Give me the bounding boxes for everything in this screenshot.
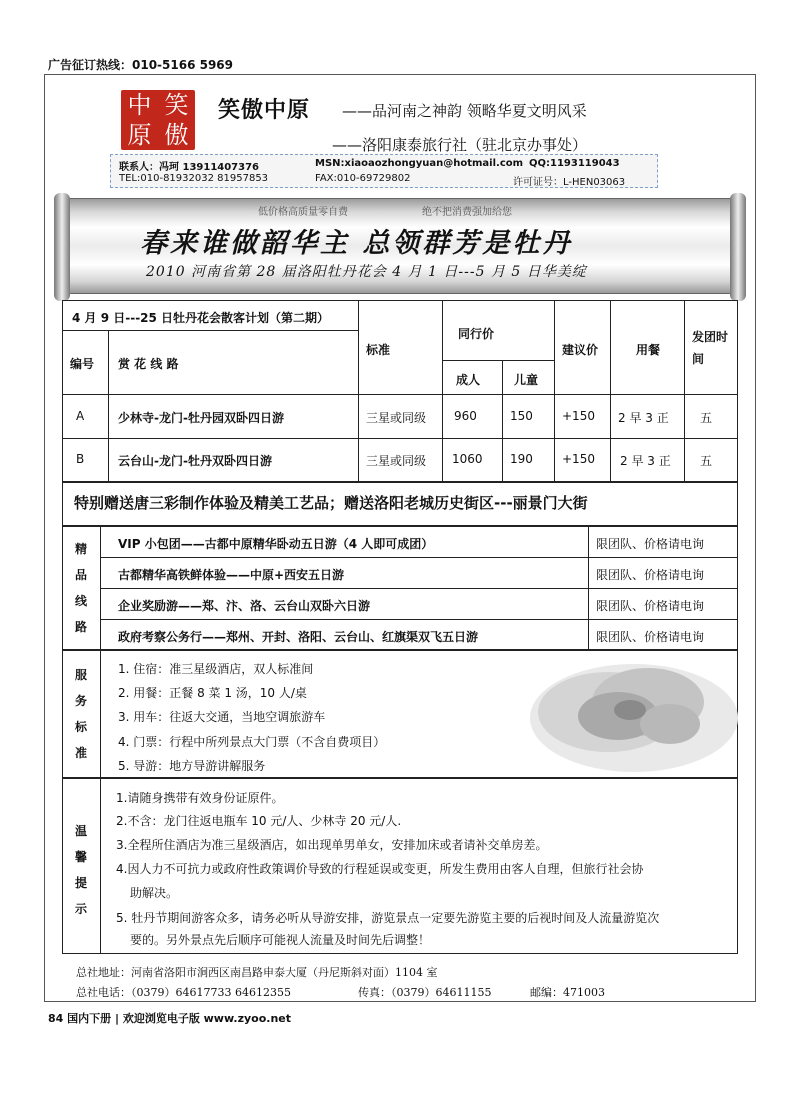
contact-fax: FAX:010-69729802 (315, 173, 411, 184)
hq-phone: 总社电话：（0379）64617733 64612355 (76, 986, 291, 999)
hq-address: 总社地址：河南省洛阳市涧西区南昌路申泰大厦（丹尼斯斜对面）1104 室 (76, 966, 438, 979)
scroll-banner (62, 198, 738, 294)
tip-5: 5. 牡丹节期间游客众多，请务必听从导游安排，游览景点一定要先游览主要的后视时间及人流量游览次 (116, 911, 660, 925)
premium-route-2: 古都精华高铁鲜体验——中原+西安五日游 (118, 568, 345, 582)
row-a-code: A (76, 409, 85, 423)
schedule-title: 4 月 9 日---25 日牡丹花会散客计划（第二期） (72, 311, 330, 325)
row-a-meals: 2 早 3 正 (618, 411, 669, 425)
row-a-child: 150 (510, 409, 533, 423)
header-adult: 成人 (456, 373, 481, 387)
tip-3: 3.全程所住酒店为准三星级酒店，如出现单男单女，安排加床或者请补交单房差。 (116, 838, 548, 852)
page-footer: 84 国内下册 | 欢迎浏览电子版 www.zyoo.net (48, 1012, 292, 1025)
brand-slogan: ——品河南之神韵 领略华夏文明风采 (342, 102, 587, 120)
service-item-4: 4. 门票：行程中所列景点大门票（不含自费项目） (118, 735, 386, 749)
service-item-3: 3. 用车：往返大交通，当地空调旅游车 (118, 710, 326, 724)
ad-hotline: 广告征订热线：010-5166 5969 (48, 58, 234, 72)
header-child: 儿童 (514, 373, 539, 387)
tip-5-cont: 要的。另外景点先后顺序可能视人流量及时间先后调整！ (130, 933, 431, 947)
banner-tag-left: 低价格高质量零自费 (258, 207, 348, 218)
row-b-standard: 三星或同级 (366, 454, 427, 468)
row-b-child: 190 (510, 452, 533, 466)
row-a-standard: 三星或同级 (366, 411, 427, 425)
row-b-meals: 2 早 3 正 (620, 454, 671, 468)
header-peer-price: 同行价 (458, 327, 495, 341)
contact-tel: TEL:010-81932032 81957853 (119, 173, 269, 184)
header-meals: 用餐 (636, 343, 661, 357)
premium-route-3: 企业奖励游——郑、汴、洛、云台山双卧六日游 (118, 599, 371, 613)
premium-route-1: VIP 小包团——古都中原精华卧动五日游（4 人即可成团） (118, 537, 434, 551)
row-b-depart: 五 (700, 454, 713, 468)
contact-person: 联系人：冯珂 13911407376 (119, 162, 260, 173)
contact-qq: QQ:1193119043 (529, 158, 620, 169)
special-offer: 特别赠送唐三彩制作体验及精美工艺品；赠送洛阳老城历史街区---丽景门大街 (74, 494, 588, 512)
scroll-roll-left (54, 193, 70, 301)
peony-flower-image (498, 652, 738, 776)
hq-fax: 传真：（0379）64611155 (358, 986, 492, 999)
banner-tag-right: 绝不把消费强加给您 (422, 207, 512, 218)
premium-route-4: 政府考察公务行——郑州、开封、洛阳、云台山、红旗渠双飞五日游 (118, 630, 479, 644)
contact-box (110, 154, 658, 188)
premium-note-3: 限团队、价格请电询 (596, 599, 705, 613)
banner-subline: 2010 河南省第 28 届洛阳牡丹花会 4 月 1 日---5 月 5 日华美绽 (146, 264, 587, 280)
logo-char: 中 (127, 91, 152, 119)
contact-license: 许可证号：L-HEN03063 (513, 177, 626, 188)
service-item-1: 1. 住宿：准三星级酒店，双人标准间 (118, 662, 314, 676)
banner-headline: 春来谁做韶华主 总领群芳是牡丹 (140, 228, 573, 259)
tip-4-cont: 助解决。 (130, 886, 179, 900)
tips-label: 温馨提示 (74, 824, 87, 916)
service-item-2: 2. 用餐：正餐 8 菜 1 汤，10 人/桌 (118, 686, 307, 700)
row-a-adult: 960 (454, 409, 477, 423)
premium-label: 精品线路 (74, 542, 87, 634)
service-label: 服务标准 (74, 668, 87, 760)
header-suggested: 建议价 (562, 343, 599, 357)
row-a-depart: 五 (700, 411, 713, 425)
service-item-5: 5. 导游：地方导游讲解服务 (118, 759, 266, 773)
contact-msn: MSN:xiaoaozhongyuan@hotmail.com (315, 158, 524, 169)
row-b-adult: 1060 (452, 452, 483, 466)
agency-name: ——洛阳康泰旅行社（驻北京办事处） (332, 136, 588, 154)
tip-4: 4.因人力不可抗力或政府性政策调价导致的行程延误或变更，所发生费用由客人自理，但旅行社会协 (116, 862, 644, 876)
premium-note-4: 限团队、价格请电询 (596, 630, 705, 644)
premium-note-2: 限团队、价格请电询 (596, 568, 705, 582)
logo-char: 笑 (164, 91, 189, 119)
row-a-route: 少林寺-龙门-牡丹园双卧四日游 (118, 411, 284, 425)
agency-logo (121, 90, 195, 150)
header-standard: 标准 (366, 343, 391, 357)
row-b-route: 云台山-龙门-牡丹双卧四日游 (118, 454, 272, 468)
premium-note-1: 限团队、价格请电询 (596, 537, 705, 551)
brand-title: 笑傲中原 (218, 97, 311, 123)
hq-postcode: 邮编：471003 (530, 986, 605, 999)
logo-char: 傲 (164, 121, 189, 149)
tip-2: 2.不含：龙门往返电瓶车 10 元/人、少林寺 20 元/人. (116, 814, 402, 828)
tip-1: 1.请随身携带有效身份证原件。 (116, 791, 284, 805)
row-b-code: B (76, 452, 85, 466)
header-code: 编号 (70, 357, 95, 371)
row-b-suggested: +150 (562, 452, 595, 466)
scroll-roll-right (730, 193, 746, 301)
row-a-suggested: +150 (562, 409, 595, 423)
logo-char: 原 (127, 121, 152, 149)
header-route: 赏 花 线 路 (118, 357, 179, 371)
header-depart: 发团时间 (692, 330, 729, 366)
